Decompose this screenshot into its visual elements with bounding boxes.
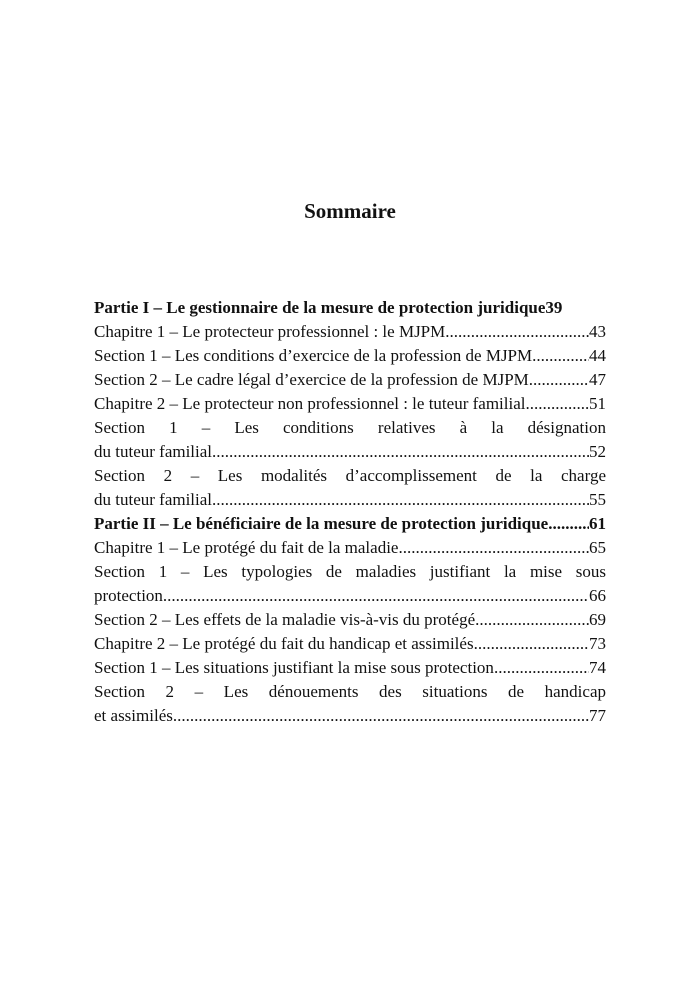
toc-entry-chapitre-2-partie-2[interactable]: [94, 632, 606, 656]
toc-entry-page: 51: [589, 394, 606, 413]
toc-entry-page: 73: [589, 634, 606, 653]
toc-entry-page: 44: [589, 346, 606, 365]
toc-entry-page: 69: [589, 610, 606, 629]
toc-entry-title: Section 2 – Le cadre légal d’exercice de la profession de MJPM: [94, 370, 529, 389]
toc-entry-title: Section 2 – Les modalités d’accomplissement de la charge: [94, 466, 606, 485]
table-of-contents: [94, 296, 606, 728]
toc-entry-page: 77: [589, 706, 606, 725]
toc-entry-title: Section 1 – Les conditions d’exercice de la profession de MJPM: [94, 346, 533, 365]
toc-entry-section-2-2-2[interactable]: [94, 680, 606, 728]
toc-leader-dots: [529, 368, 589, 392]
toc-leader-dots: [212, 488, 589, 512]
toc-entry-section-2-1-1[interactable]: [94, 560, 606, 608]
toc-entry-section-1-2-1[interactable]: [94, 416, 606, 464]
toc-entry-page: 43: [589, 322, 606, 341]
toc-entry-partie-1[interactable]: [94, 296, 606, 320]
toc-entry-section-1-1-1[interactable]: [94, 344, 606, 368]
toc-leader-dots: [163, 584, 589, 608]
toc-entry-chapitre-1[interactable]: [94, 320, 606, 344]
toc-entry-title-continued: et assimilés: [94, 706, 173, 725]
toc-leader-dots: [475, 608, 589, 632]
toc-leader-dots: [173, 704, 589, 728]
toc-entry-page: 39: [545, 298, 563, 317]
toc-entry-section-1-2-2[interactable]: [94, 464, 606, 512]
toc-entry-title: Chapitre 1 – Le protecteur professionnel : le MJPM: [94, 322, 446, 341]
toc-leader-dots: [474, 632, 589, 656]
toc-entry-title: Chapitre 1 – Le protégé du fait de la maladie: [94, 538, 399, 557]
toc-entry-title: Section 1 – Les situations justifiant la mise sous protection: [94, 658, 494, 677]
toc-entry-title: Chapitre 2 – Le protégé du fait du handicap et assimilés: [94, 634, 474, 653]
page-title: Sommaire: [304, 199, 396, 223]
toc-entry-page: 74: [589, 658, 606, 677]
toc-entry-title: Section 1 – Les conditions relatives à la désignation: [94, 418, 606, 437]
toc-entry-chapitre-1-partie-2[interactable]: [94, 536, 606, 560]
toc-entry-title-continued: protection: [94, 586, 163, 605]
toc-entry-page: 47: [589, 370, 606, 389]
toc-entry-page: 65: [589, 538, 606, 557]
toc-leader-dots: [398, 536, 589, 560]
toc-leader-dots: [525, 392, 589, 416]
toc-leader-dots: [212, 440, 589, 464]
toc-entry-title: Partie I – Le gestionnaire de la mesure de protection juridique: [94, 298, 546, 317]
toc-entry-partie-2[interactable]: [94, 512, 606, 536]
toc-leader-dots: [445, 320, 589, 344]
toc-entry-page: 52: [589, 442, 606, 461]
toc-entry-page: 55: [589, 490, 606, 509]
toc-entry-title-continued: du tuteur familial: [94, 442, 213, 461]
toc-entry-title-continued: du tuteur familial: [94, 490, 213, 509]
toc-entry-section-2-2-1[interactable]: [94, 656, 606, 680]
toc-leader-dots: [494, 656, 589, 680]
toc-entry-section-2-1-2[interactable]: [94, 608, 606, 632]
toc-entry-title: Section 1 – Les typologies de maladies justifiant la mise sous: [94, 562, 606, 581]
toc-entry-title: Partie II – Le bénéficiaire de la mesure de protection juridique: [94, 514, 549, 533]
toc-entry-page: 66: [589, 586, 606, 605]
toc-entry-title: Section 2 – Les dénouements des situations de handicap: [94, 682, 606, 701]
toc-entry-title: Chapitre 2 – Le protecteur non professionnel : le tuteur familial: [94, 394, 526, 413]
toc-entry-chapitre-2[interactable]: [94, 392, 606, 416]
toc-leader-dots: [548, 512, 589, 536]
toc-leader-dots: [532, 344, 589, 368]
toc-entry-title: Section 2 – Les effets de la maladie vis-à-vis du protégé: [94, 610, 476, 629]
toc-entry-page: 61: [589, 514, 606, 533]
toc-entry-section-1-1-2[interactable]: [94, 368, 606, 392]
